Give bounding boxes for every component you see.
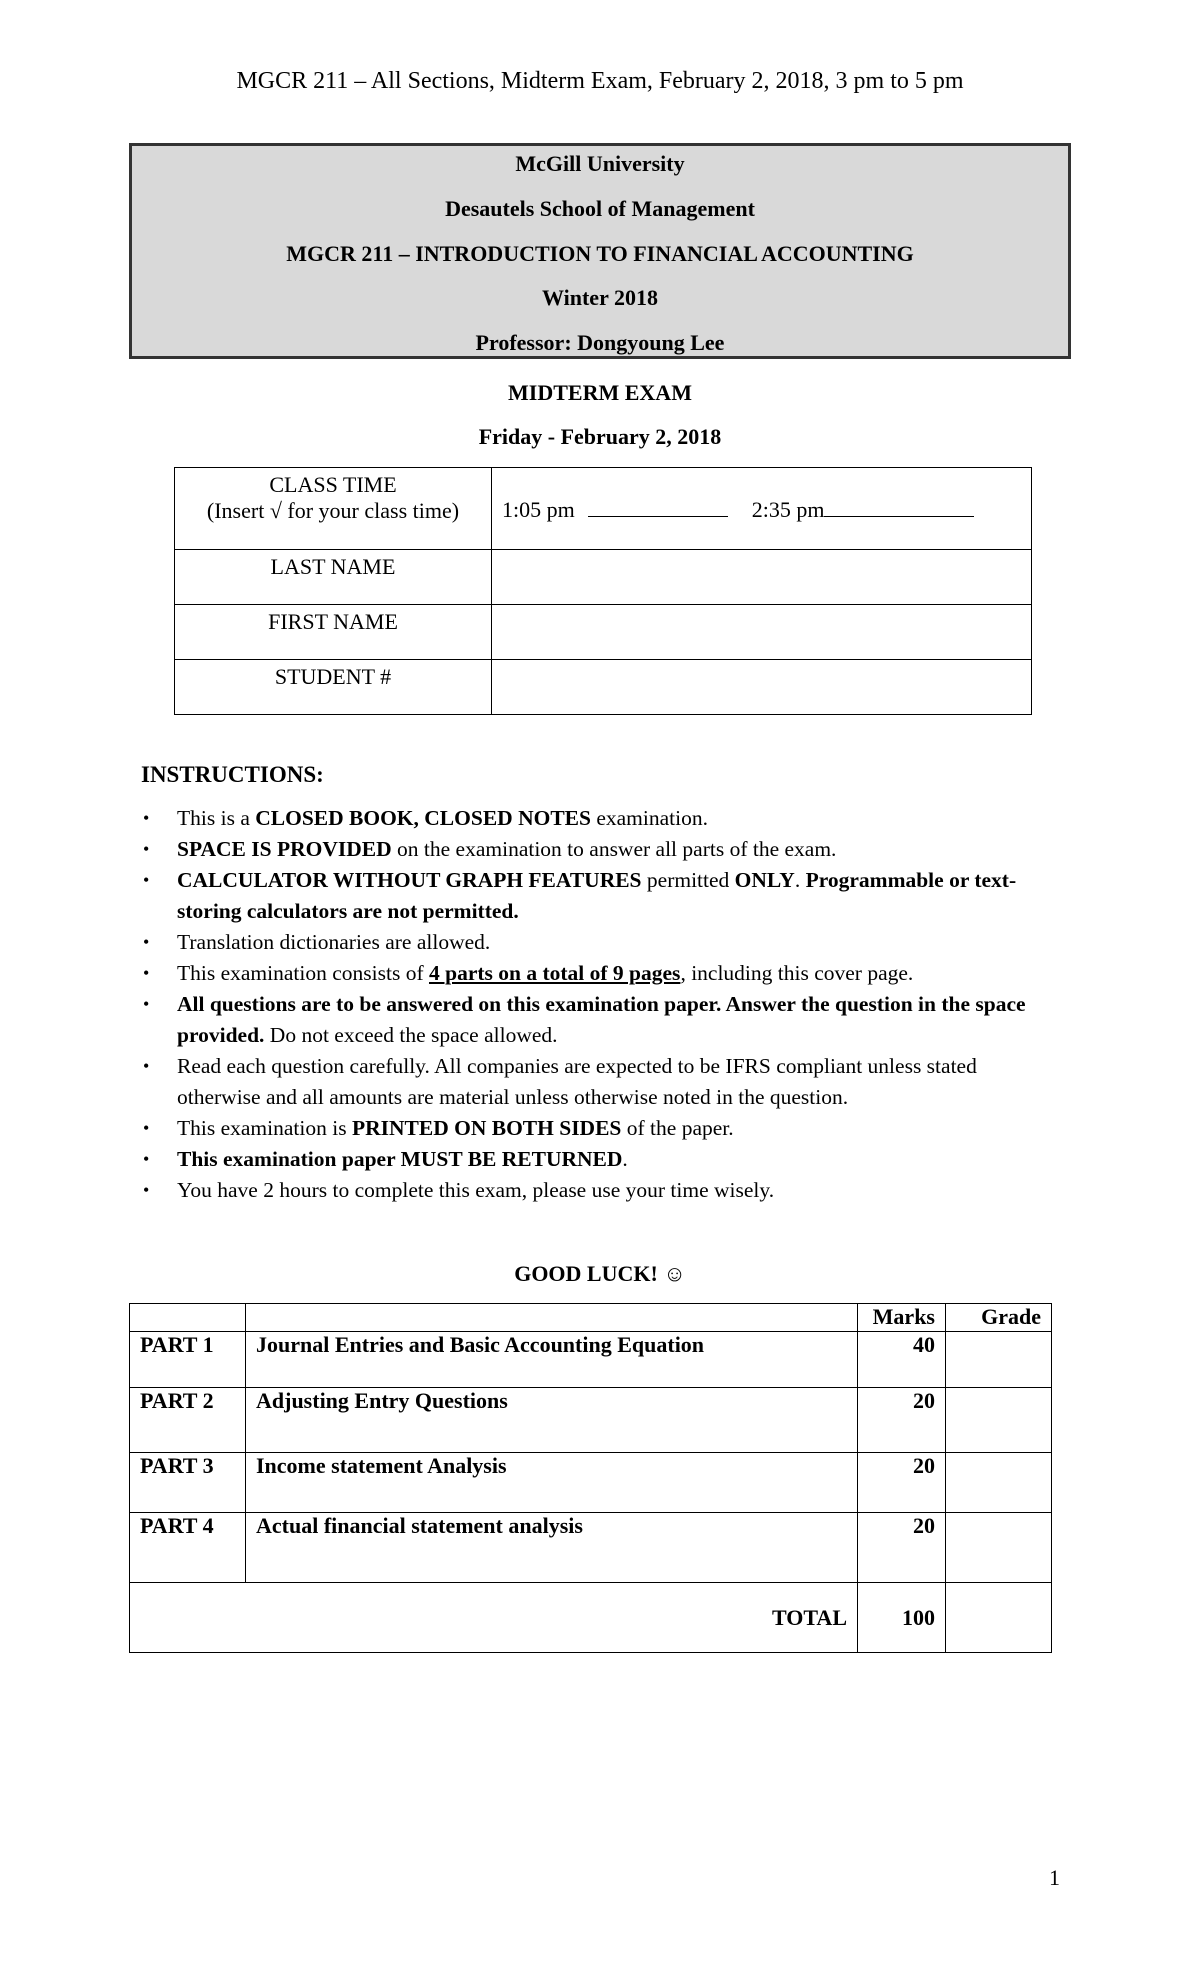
marks-column-header: Marks xyxy=(858,1304,946,1332)
instruction-item xyxy=(141,958,1061,989)
marks-table xyxy=(129,1303,1052,1653)
instruction-item xyxy=(141,803,1061,834)
school-name: Desautels School of Management xyxy=(445,196,755,221)
instruction-item xyxy=(141,1175,1061,1206)
part-marks: 20 xyxy=(858,1453,946,1513)
exam-date: Friday - February 2, 2018 xyxy=(478,424,722,449)
exam-title: MIDTERM EXAM xyxy=(508,380,692,405)
class-time-label-cell xyxy=(175,468,492,550)
time-option-1-blank[interactable] xyxy=(588,515,728,517)
professor: Professor: Dongyoung Lee xyxy=(475,330,725,355)
first-name-label: FIRST NAME xyxy=(175,605,492,660)
header-blank-cell xyxy=(130,1304,246,1332)
table-row xyxy=(130,1513,1052,1583)
instructions-list xyxy=(141,803,1061,1206)
instruction-item xyxy=(141,834,1061,865)
instruction-text: You have 2 hours to complete this exam, please use your time wisely. xyxy=(177,1178,775,1202)
instruction-text: This examination is xyxy=(177,1116,352,1140)
instruction-emphasis: PRINTED ON BOTH SIDES xyxy=(351,1116,622,1140)
instruction-emphasis: ONLY xyxy=(734,868,795,892)
part-description: Actual financial statement analysis xyxy=(246,1513,858,1583)
instruction-emphasis: SPACE IS PROVIDED xyxy=(177,837,392,861)
instruction-item xyxy=(141,1051,1061,1113)
last-name-field[interactable] xyxy=(492,550,1032,605)
instruction-text: permitted xyxy=(641,868,735,892)
instruction-emphasis: 4 parts on a total of 9 pages xyxy=(429,961,681,985)
part-grade-cell[interactable] xyxy=(946,1388,1052,1453)
time-option-2-blank[interactable] xyxy=(824,515,974,517)
part-marks: 20 xyxy=(858,1388,946,1453)
instruction-item xyxy=(141,989,1061,1051)
running-header: MGCR 211 – All Sections, Midterm Exam, February 2, 2018, 3 pm to 5 pm xyxy=(236,68,964,94)
instruction-emphasis: This examination paper MUST BE RETURNED xyxy=(177,1147,623,1171)
course-title: MGCR 211 – INTRODUCTION TO FINANCIAL ACCOUNTING xyxy=(286,241,914,266)
part-marks: 40 xyxy=(858,1332,946,1388)
total-label: TOTAL xyxy=(130,1583,858,1653)
table-row xyxy=(130,1388,1052,1453)
first-name-field[interactable] xyxy=(492,605,1032,660)
total-marks: 100 xyxy=(858,1583,946,1653)
part-description: Journal Entries and Basic Accounting Equation xyxy=(246,1332,858,1388)
table-row xyxy=(130,1332,1052,1388)
student-number-field[interactable] xyxy=(492,660,1032,715)
total-grade-cell[interactable] xyxy=(946,1583,1052,1653)
title-box xyxy=(129,143,1071,359)
part-label: PART 4 xyxy=(130,1513,246,1583)
total-row xyxy=(130,1583,1052,1653)
instruction-emphasis: CALCULATOR WITHOUT GRAPH FEATURES xyxy=(177,868,642,892)
university-name: McGill University xyxy=(515,151,685,176)
instruction-emphasis: All questions are to be answered on this examination paper. Answer the question in the space provided. xyxy=(177,992,1026,1047)
class-time-hint: (Insert √ for your class time) xyxy=(206,498,460,523)
time-option-1: 1:05 pm xyxy=(502,497,575,522)
part-label: PART 1 xyxy=(130,1332,246,1388)
student-number-label: STUDENT # xyxy=(175,660,492,715)
instruction-text: . xyxy=(794,868,806,892)
part-grade-cell[interactable] xyxy=(946,1453,1052,1513)
header-blank-cell xyxy=(246,1304,858,1332)
instruction-emphasis: Programmable or text-storing calculators are not permitted. xyxy=(177,868,1017,923)
instruction-item xyxy=(141,927,1061,958)
part-marks: 20 xyxy=(858,1513,946,1583)
instructions-heading: INSTRUCTIONS: xyxy=(141,762,324,787)
term: Winter 2018 xyxy=(542,285,658,310)
instruction-text: on the examination to answer all parts of the exam. xyxy=(391,837,837,861)
part-grade-cell[interactable] xyxy=(946,1513,1052,1583)
class-time-options xyxy=(492,468,1032,550)
part-description: Adjusting Entry Questions xyxy=(246,1388,858,1453)
instruction-item xyxy=(141,1144,1061,1175)
instruction-emphasis: CLOSED BOOK, CLOSED NOTES xyxy=(255,806,591,830)
instruction-text: examination. xyxy=(590,806,708,830)
instruction-text: , including this cover page. xyxy=(680,961,914,985)
part-grade-cell[interactable] xyxy=(946,1332,1052,1388)
part-description: Income statement Analysis xyxy=(246,1453,858,1513)
instruction-text: Read each question carefully. All companies are expected to be IFRS compliant unless stated otherwise and all amounts are material unless otherwise noted in the question. xyxy=(177,1054,977,1109)
good-luck: GOOD LUCK! ☺ xyxy=(514,1261,686,1286)
instruction-text: Do not exceed the space allowed. xyxy=(264,1023,558,1047)
instruction-text: This is a xyxy=(177,806,256,830)
student-info-table xyxy=(174,467,1032,715)
last-name-label: LAST NAME xyxy=(175,550,492,605)
class-time-label: CLASS TIME xyxy=(269,472,397,497)
part-label: PART 2 xyxy=(130,1388,246,1453)
page-number: 1 xyxy=(1049,1865,1060,1890)
grade-column-header: Grade xyxy=(946,1304,1052,1332)
instruction-text: of the paper. xyxy=(621,1116,734,1140)
instruction-item xyxy=(141,865,1061,927)
instruction-text: This examination consists of xyxy=(177,961,429,985)
table-row xyxy=(130,1453,1052,1513)
part-label: PART 3 xyxy=(130,1453,246,1513)
time-option-2: 2:35 pm xyxy=(751,497,825,522)
instruction-text: Translation dictionaries are allowed. xyxy=(177,930,491,954)
instruction-item xyxy=(141,1113,1061,1144)
instruction-text: . xyxy=(622,1147,628,1171)
